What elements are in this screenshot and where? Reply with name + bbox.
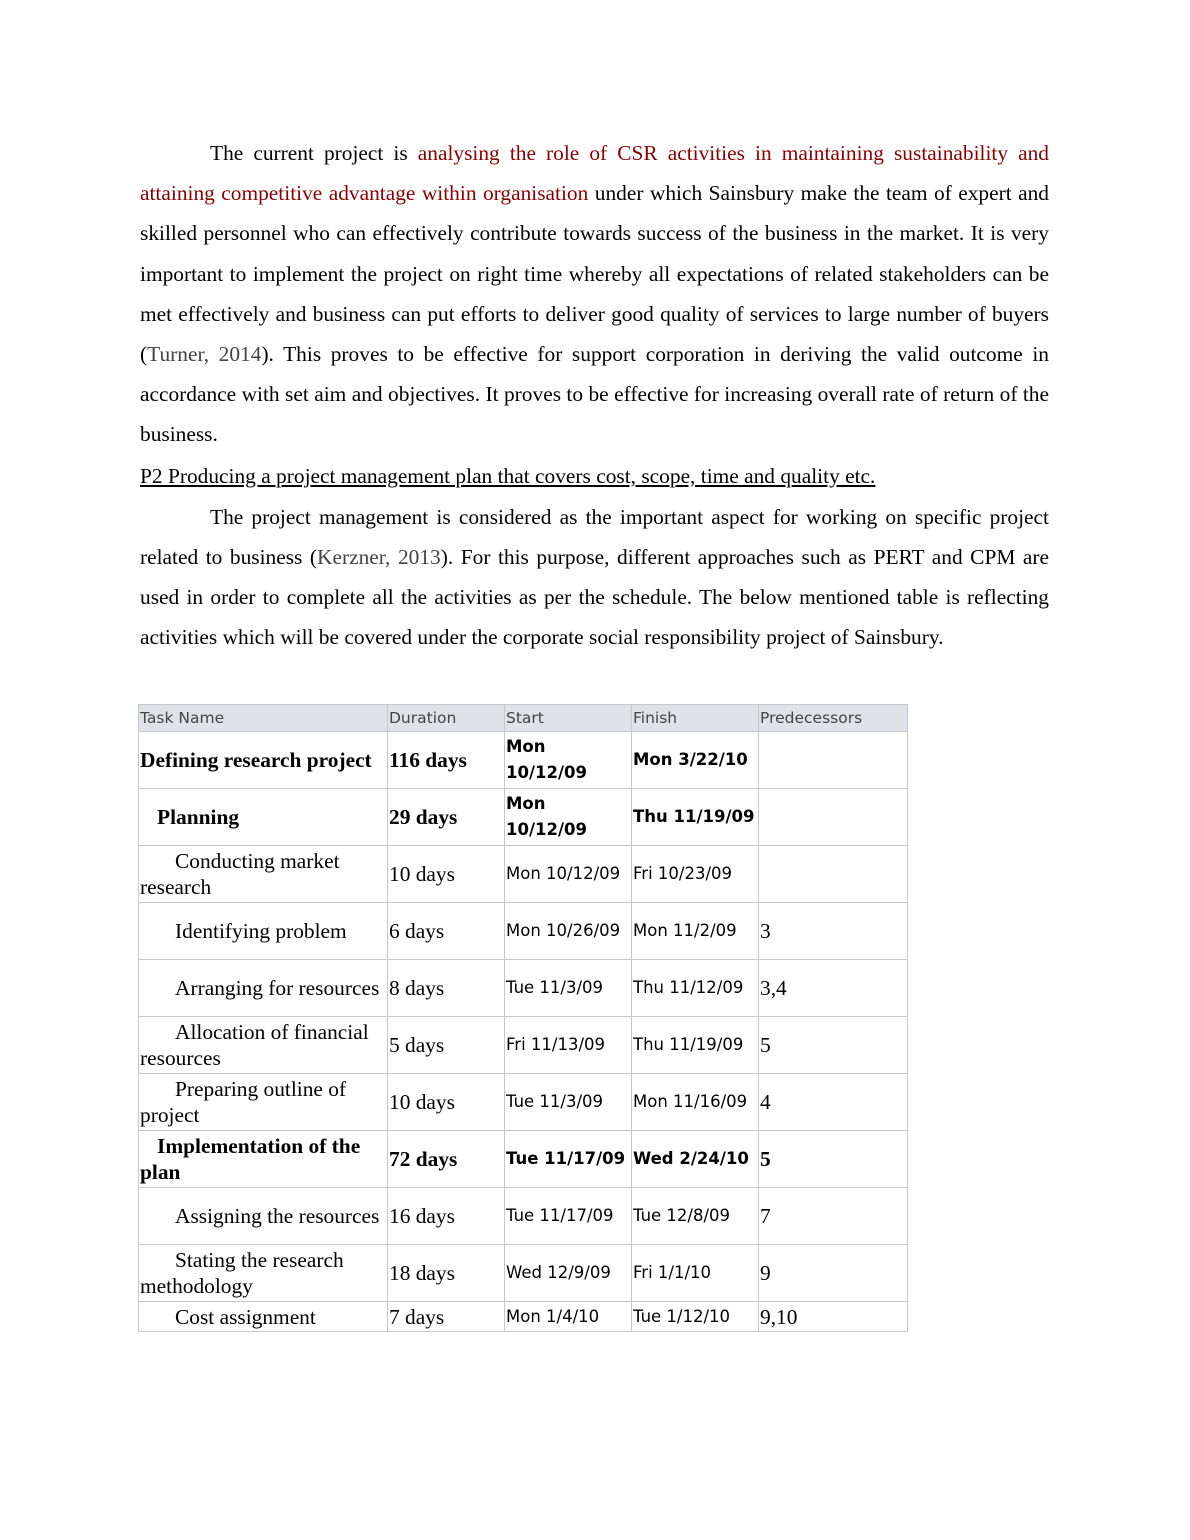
intro-tail: ). This proves to be effective for support corporation in deriving the valid outcome in accordance with set aim and objectives. It proves to be effective for increasing overall rate of return of the business. (140, 342, 1049, 447)
header-task-name: Task Name (139, 705, 388, 732)
intro-paragraph (140, 133, 1049, 455)
header-predecessors: Predecessors (759, 705, 908, 732)
task-start: Wed 12/9/09 (505, 1245, 632, 1302)
task-finish: Mon 11/2/09 (632, 903, 759, 960)
task-duration: 8 days (388, 960, 505, 1017)
approach-paragraph (140, 497, 1049, 658)
task-start: Mon 1/4/10 (505, 1302, 632, 1332)
task-name: Allocation of financial resources (139, 1017, 388, 1074)
table-row (139, 1017, 908, 1074)
intro-lead: The current project is (210, 141, 418, 165)
task-predecessors: 3,4 (759, 960, 908, 1017)
task-start: Mon 10/12/09 (505, 789, 632, 846)
task-predecessors (759, 846, 908, 903)
task-predecessors: 9 (759, 1245, 908, 1302)
task-table (138, 704, 908, 1332)
table-row (139, 789, 908, 846)
task-duration: 5 days (388, 1017, 505, 1074)
task-finish: Fri 1/1/10 (632, 1245, 759, 1302)
task-name: Implementation of the plan (139, 1131, 388, 1188)
document-page (140, 133, 1050, 1329)
task-predecessors: 9,10 (759, 1302, 908, 1332)
approach-tail: ). For this purpose, different approaches such as PERT and CPM are used in order to complete all the activities as per the schedule. The below mentioned table is reflecting activities which will be covered under the corporate social responsibility project of Sainsbury. (140, 544, 1050, 650)
task-start: Mon 10/12/09 (505, 732, 632, 789)
task-finish: Thu 11/12/09 (632, 960, 759, 1017)
task-start: Mon 10/26/09 (505, 903, 632, 960)
task-duration: 18 days (388, 1245, 505, 1302)
task-duration: 29 days (388, 789, 505, 846)
task-name: Arranging for resources (139, 960, 388, 1017)
table-row (139, 1302, 908, 1332)
task-name: Defining research project (139, 732, 388, 789)
header-duration: Duration (388, 705, 505, 732)
table-row (139, 732, 908, 789)
approach-lead: The project management is considered as the important aspect for working on specific project related to business ( (140, 504, 1049, 569)
task-duration: 116 days (388, 732, 505, 789)
task-duration: 10 days (388, 1074, 505, 1131)
task-name: Cost assignment (139, 1302, 388, 1332)
intro-middle: under which Sainsbury make the team of expert and skilled personnel who can effectively contribute towards success of the business in the market. It is very important to implement the project on right time whereby all expectations of related stakeholders can be met effectively and business can put efforts to deliver good quality of services to large number of buyers ( (140, 181, 1049, 367)
task-name: Planning (139, 789, 388, 846)
table-row (139, 1188, 908, 1245)
task-predecessors: 5 (759, 1017, 908, 1074)
table-row (139, 846, 908, 903)
task-predecessors: 5 (759, 1131, 908, 1188)
task-duration: 72 days (388, 1131, 505, 1188)
task-finish: Tue 12/8/09 (632, 1188, 759, 1245)
table-row (139, 960, 908, 1017)
table-row (139, 1131, 908, 1188)
header-start: Start (505, 705, 632, 732)
task-duration: 16 days (388, 1188, 505, 1245)
approach-citation: Kerzner, 2013 (317, 544, 441, 569)
task-start: Tue 11/17/09 (505, 1131, 632, 1188)
task-predecessors (759, 789, 908, 846)
task-name: Preparing outline of project (139, 1074, 388, 1131)
task-name: Identifying problem (139, 903, 388, 960)
table-row (139, 1245, 908, 1302)
task-predecessors: 7 (759, 1188, 908, 1245)
header-finish: Finish (632, 705, 759, 732)
task-duration: 7 days (388, 1302, 505, 1332)
task-finish: Mon 11/16/09 (632, 1074, 759, 1131)
table-row (139, 1074, 908, 1131)
task-predecessors (759, 732, 908, 789)
task-finish: Thu 11/19/09 (632, 1017, 759, 1074)
task-finish: Tue 1/12/10 (632, 1302, 759, 1332)
task-finish: Thu 11/19/09 (632, 789, 759, 846)
task-start: Fri 11/13/09 (505, 1017, 632, 1074)
intro-citation: Turner, 2014 (147, 342, 262, 367)
table-row (139, 903, 908, 960)
task-name: Stating the research methodology (139, 1245, 388, 1302)
task-duration: 6 days (388, 903, 505, 960)
task-start: Tue 11/17/09 (505, 1188, 632, 1245)
intro-highlight: analysing the role of CSR activities in maintaining sustainability and attaining competitive advantage within organisation (140, 141, 1049, 206)
task-name: Conducting market research (139, 846, 388, 903)
task-name: Assigning the resources (139, 1188, 388, 1245)
task-start: Tue 11/3/09 (505, 960, 632, 1017)
task-predecessors: 4 (759, 1074, 908, 1131)
task-finish: Mon 3/22/10 (632, 732, 759, 789)
table-header-row (139, 705, 908, 732)
section-heading: P2 Producing a project management plan that covers cost, scope, time and quality etc. (140, 463, 876, 488)
task-duration: 10 days (388, 846, 505, 903)
task-start: Tue 11/3/09 (505, 1074, 632, 1131)
task-finish: Fri 10/23/09 (632, 846, 759, 903)
task-finish: Wed 2/24/10 (632, 1131, 759, 1188)
task-predecessors: 3 (759, 903, 908, 960)
task-start: Mon 10/12/09 (505, 846, 632, 903)
